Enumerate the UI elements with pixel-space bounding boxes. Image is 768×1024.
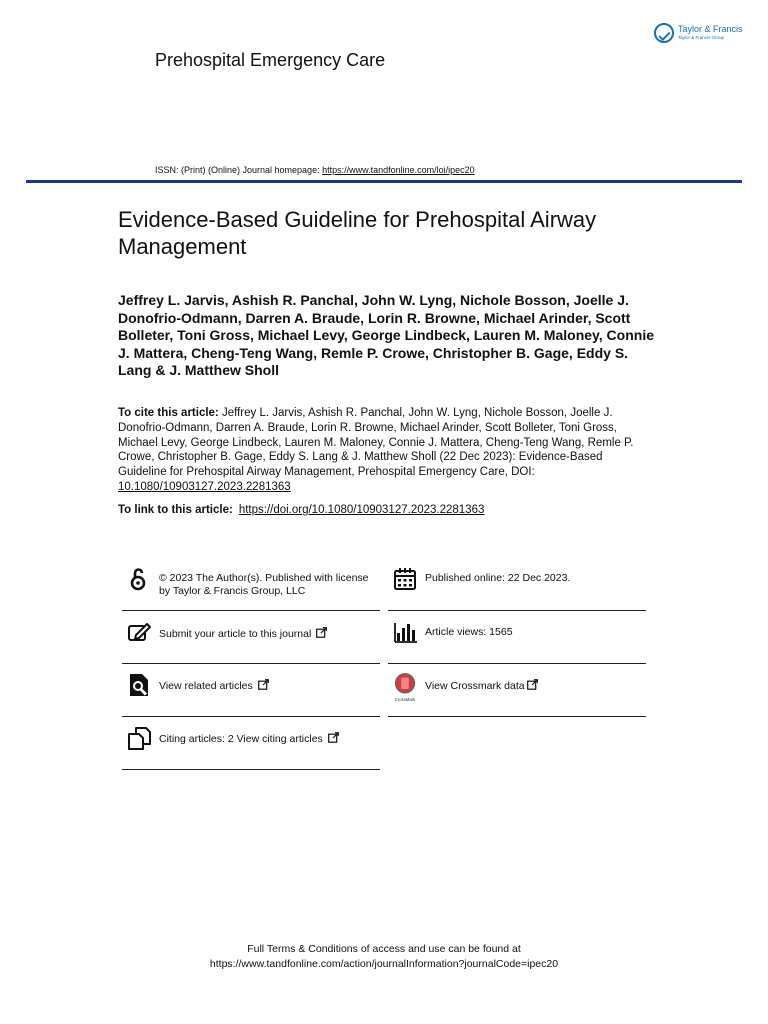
published-date: Published online: 22 Dec 2023.: [425, 572, 571, 584]
link-line: [118, 504, 484, 516]
related-articles-link[interactable]: [159, 679, 374, 693]
citation-block: [118, 406, 648, 495]
crossmark-label: View Crossmark data: [425, 680, 525, 692]
external-link-icon: [527, 679, 538, 690]
external-link-icon: [258, 679, 269, 690]
citing-articles-icon: [126, 725, 152, 751]
citing-articles-label: Citing articles: 2 View citing articles: [159, 733, 323, 745]
divider: [122, 769, 380, 770]
doi-link[interactable]: 10.1080/10903127.2023.2281363: [118, 480, 291, 493]
license-text: © 2023 The Author(s). Published with license by Taylor & Francis Group, LLC: [159, 572, 369, 597]
citing-articles-cell[interactable]: [122, 721, 380, 773]
crossmark-logo-text: CrossMark: [394, 697, 416, 703]
related-articles-label: View related articles: [159, 680, 253, 692]
edit-icon: [126, 619, 152, 645]
publisher-subname: Taylor & Francis Group: [678, 35, 725, 40]
author-list: Jeffrey L. Jarvis, Ashish R. Panchal, John W. Lyng, Nichole Bosson, Joelle J. Donofrio-Odmann, Darren A. Braude, Lorin R. Browne, Michael Arinder, Scott Bolleter, Toni Gross, Michael Levy, George Lindbeck, Lauren M. Maloney, Connie J. Mattera, Cheng-Teng Wang, Remle P. Crowe, Christopher B. Gage, Eddy S. Lang & J. Matthew Sholl: [118, 292, 654, 378]
crossmark-icon: [392, 672, 418, 704]
journal-title: Prehospital Emergency Care: [155, 50, 386, 70]
external-link-icon: [316, 627, 327, 638]
footer: [0, 942, 768, 972]
divider: [388, 663, 646, 664]
crossmark-link[interactable]: [425, 679, 640, 693]
header-divider: [26, 180, 742, 183]
divider: [388, 716, 646, 717]
footer-terms-url[interactable]: https://www.tandfonline.com/action/journalInformation?journalCode=ipec20: [209, 958, 559, 970]
crossmark-cell[interactable]: [388, 668, 646, 720]
external-link-icon: [328, 732, 339, 743]
article-views-cell: [388, 615, 646, 667]
license-cell[interactable]: [122, 562, 380, 614]
cite-text: Jeffrey L. Jarvis, Ashish R. Panchal, John W. Lyng, Nichole Bosson, Joelle J. Donofrio-Odmann, Darren A. Braude, Lorin R. Browne, Michael Arinder, Scott Bolleter, Toni Gross, Michael Levy, George Lindbeck, Lauren M. Maloney, Connie J. Mattera, Cheng-Teng Wang, Remle P. Crowe, Christopher B. Gage, Eddy S. Lang & J. Matthew Sholl (22 Dec 2023): Evidence-Based Guideline for Prehospital Airway Management, Prehospital Emergency Care, DOI:: [118, 407, 634, 479]
submit-article-label: Submit your article to this journal: [159, 628, 312, 640]
publisher-name: Taylor & Francis: [678, 24, 743, 34]
taylor-francis-logo-icon: [654, 23, 674, 43]
related-articles-icon: [126, 672, 152, 698]
article-views: Article views: 1565: [425, 626, 513, 638]
footer-terms-text: Full Terms & Conditions of access and use can be found at: [247, 943, 521, 955]
divider: [388, 610, 646, 611]
divider: [122, 610, 380, 611]
article-title: Evidence-Based Guideline for Prehospital Airway Management: [118, 207, 597, 259]
issn-line: [155, 165, 475, 175]
calendar-icon: [392, 566, 418, 592]
journal-homepage-link[interactable]: https://www.tandfonline.com/loi/ipec20: [322, 165, 475, 175]
bar-chart-icon: [392, 619, 418, 645]
cite-label: To cite this article:: [118, 407, 219, 419]
divider: [122, 663, 380, 664]
published-cell: [388, 562, 646, 614]
related-articles-cell[interactable]: [122, 668, 380, 720]
publisher-logo: [654, 22, 746, 48]
open-access-icon: [126, 566, 152, 592]
issn-text: ISSN: (Print) (Online) Journal homepage:: [155, 165, 323, 175]
submit-article-link[interactable]: [159, 627, 374, 641]
divider: [122, 716, 380, 717]
link-label: To link to this article:: [118, 504, 233, 516]
submit-article-cell[interactable]: [122, 615, 380, 667]
citing-articles-link[interactable]: [159, 732, 374, 746]
article-link[interactable]: https://doi.org/10.1080/10903127.2023.2281363: [238, 504, 485, 516]
